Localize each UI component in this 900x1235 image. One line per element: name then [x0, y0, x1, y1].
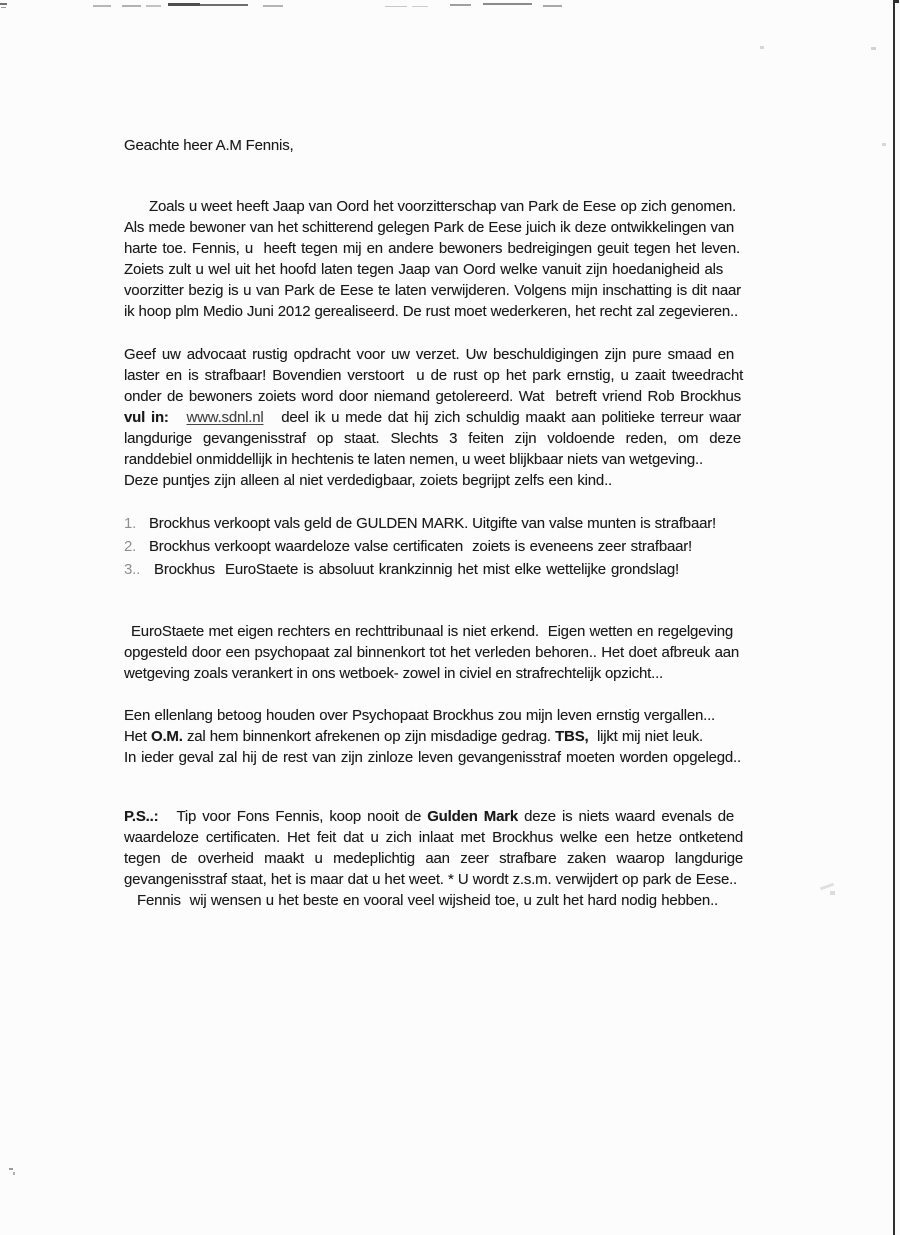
text-segment: randdebiel onmiddellijk in hechtenis te laten nemen, u weet blijkbaar niets van wetgeving..: [124, 451, 703, 468]
text-segment: laster en is strafbaar! Bovendien verstoort u de rust op het park ernstig, u zaait tweedracht: [124, 367, 744, 384]
text-line: [124, 344, 740, 365]
text-segment: [169, 409, 187, 426]
text-line: [124, 827, 743, 848]
text-line: [124, 621, 740, 642]
text-segment: lijkt mij niet leuk.: [588, 728, 704, 745]
text-segment: onder de bewoners zoiets word door niemand getolereerd. Wat betreft vriend Rob Brockhus: [124, 388, 741, 405]
paragraph-1: [124, 196, 740, 322]
text-segment: wetgeving zoals verankert in ons wetboek- zowel in civiel en strafrechtelijk opzicht...: [124, 665, 664, 682]
bold-text: TBS,: [555, 728, 589, 745]
scan-artifact: [200, 4, 248, 6]
text-segment: deel ik u mede dat hij zich schuldig maakt aan politieke terreur waar: [263, 409, 742, 426]
bold-text: O.M.: [151, 728, 183, 745]
text-segment: Brockhus verkoopt waardeloze valse certificaten zoiets is eveneens zeer strafbaar!: [149, 538, 693, 555]
text-segment: Geachte heer A.M Fennis,: [124, 137, 294, 154]
text-segment: Het: [124, 728, 151, 745]
text-line: [124, 869, 740, 890]
text-line: [124, 365, 744, 386]
scan-artifact: [263, 5, 283, 7]
paragraph-4: [124, 705, 740, 768]
list-item: [124, 512, 740, 535]
text-segment: Een ellenlang betoog houden over Psychopaat Brockhus zou mijn leven ernstig vergallen...: [124, 707, 716, 724]
text-line: [124, 705, 740, 726]
text-segment: langdurige gevangenisstraf op staat. Slechts 3 feiten zijn voldoende reden, om deze: [124, 430, 741, 447]
text-segment: EuroStaete met eigen rechters en rechttribunaal is niet erkend. Eigen wetten en regelgeving: [131, 623, 733, 640]
scan-artifact: [146, 5, 161, 7]
sdnl-link[interactable]: www.sdnl.nl: [186, 409, 264, 426]
text-segment: gevangenisstraf staat, het is maar dat u het weet. * U wordt z.s.m. verwijdert op park de Eese..: [124, 871, 738, 888]
list-item-number: 2.: [124, 538, 137, 555]
text-line: [124, 217, 740, 238]
scan-artifact: [412, 6, 428, 7]
text-line: [124, 470, 740, 491]
scan-artifact: [760, 46, 764, 49]
scan-artifact: [9, 1168, 13, 1170]
text-line: [124, 280, 740, 301]
bold-text: Gulden Mark: [427, 808, 519, 825]
scan-artifact: [830, 891, 835, 895]
text-segment: harte toe. Fennis, u heeft tegen mij en andere bewoners bedreigingen geuit tegen het leven.: [124, 240, 740, 257]
text-segment: Tip voor Fons Fennis, koop nooit de: [158, 808, 428, 825]
scan-artifact: [122, 5, 141, 7]
list-item: [124, 535, 740, 558]
text-segment: deze is niets waard evenals de: [518, 808, 735, 825]
paragraph-2: [124, 344, 744, 491]
scan-artifact: [882, 143, 886, 146]
scan-artifact: [450, 4, 471, 6]
bold-text: P.S..:: [124, 808, 159, 825]
paragraph-3: [124, 621, 740, 684]
text-line: [124, 428, 740, 449]
scan-artifact: [871, 47, 876, 50]
text-segment: voorzitter bezig is u van Park de Eese te laten verwijderen. Volgens mijn inschatting is dit naar: [124, 282, 741, 299]
text-segment: Zoals u weet heeft Jaap van Oord het voorzitterschap van Park de Eese op zich genomen.: [149, 198, 736, 215]
scan-artifact: [93, 5, 111, 7]
text-segment: Als mede bewoner van het schitterend gelegen Park de Eese juich ik deze ontwikkelingen van: [124, 219, 735, 236]
text-line: [124, 726, 740, 747]
text-line: [124, 238, 740, 259]
scan-artifact: [820, 883, 834, 891]
scan-artifact: [483, 3, 532, 5]
scan-artifact: [168, 3, 200, 6]
text-line: [124, 259, 740, 280]
text-line: [124, 407, 740, 428]
list-item: [124, 558, 740, 581]
text-segment: In ieder geval zal hij de rest van zijn zinloze leven gevangenisstraf moeten worden opgelegd..: [124, 749, 741, 766]
text-line: [124, 663, 740, 684]
text-line: [124, 848, 743, 869]
text-line: [124, 890, 740, 911]
text-line: [124, 449, 740, 470]
salutation-line: [124, 135, 740, 156]
text-segment: Zoiets zult u wel uit het hoofd laten tegen Jaap van Oord welke vanuit zijn hoedanigheid als: [124, 261, 724, 278]
scan-artifact: [1, 7, 6, 8]
numbered-list: [124, 512, 740, 581]
scan-artifact: [893, 0, 895, 1235]
text-line: [124, 386, 740, 407]
text-segment: tegen de overheid maakt u medeplichtig aan zeer strafbare zaken waarop langdurige: [124, 850, 743, 867]
text-segment: Brockhus EuroStaete is absoluut krankzinnig het mist elke wettelijke grondslag!: [149, 561, 680, 578]
list-item-number: 3..: [124, 561, 141, 578]
text-segment: ik hoop plm Medio Juni 2012 gerealiseerd. De rust moet wederkeren, het recht zal zegevieren..: [124, 303, 738, 320]
text-line: [124, 642, 740, 663]
bold-text: vul in:: [124, 409, 169, 426]
text-segment: opgesteld door een psychopaat zal binnenkort tot het verleden behoren.. Het doet afbreuk aan: [124, 644, 740, 661]
salutation: [124, 135, 740, 156]
list-item-number: 1.: [124, 515, 137, 532]
scan-artifact: [13, 1172, 15, 1175]
text-line: [124, 747, 740, 768]
scan-artifact: [543, 5, 562, 7]
text-segment: zal hem binnenkort afrekenen op zijn misdadige gedrag.: [182, 728, 556, 745]
text-line: [124, 806, 740, 827]
text-segment: Fennis wij wensen u het beste en vooral veel wijsheid toe, u zult het hard nodig hebben..: [137, 892, 719, 909]
postscript: [124, 806, 743, 911]
scan-artifact: [0, 3, 7, 5]
text-line: [124, 301, 740, 322]
text-segment: Brockhus verkoopt vals geld de GULDEN MARK. Uitgifte van valse munten is strafbaar!: [149, 515, 716, 532]
text-segment: Geef uw advocaat rustig opdracht voor uw verzet. Uw beschuldigingen zijn pure smaad en: [124, 346, 734, 363]
text-segment: Deze puntjes zijn alleen al niet verdedigbaar, zoiets begrijpt zelfs een kind..: [124, 472, 613, 489]
text-line: [124, 196, 740, 217]
scan-artifact: [385, 6, 407, 7]
scan-artifact: [895, 0, 899, 3]
text-segment: waardeloze certificaten. Het feit dat u zich inlaat met Brockhus welke een hetze ontketend: [124, 829, 743, 846]
